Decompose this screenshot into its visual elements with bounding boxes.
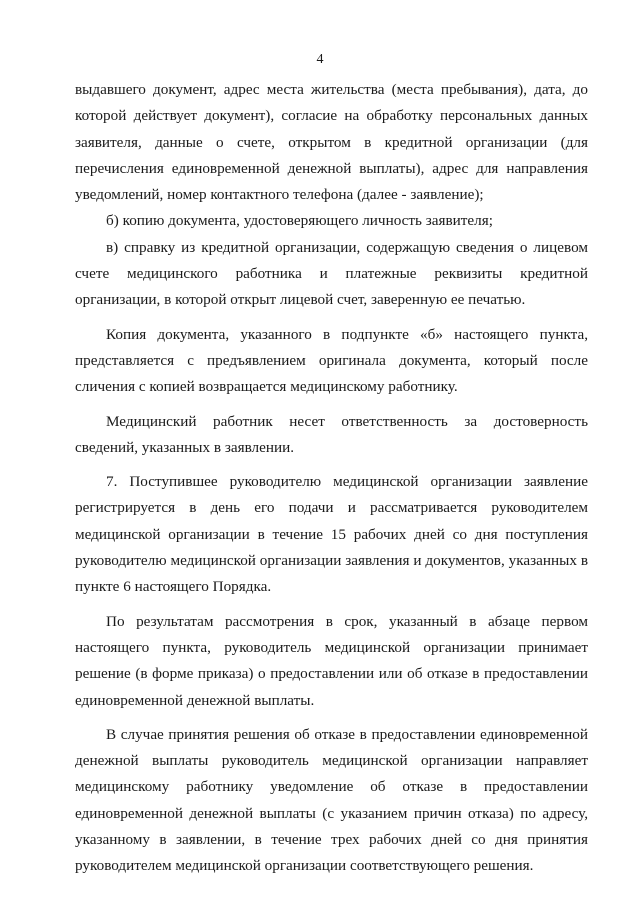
paragraph-decision: По результатам рассмотрения в срок, указанный в абзаце первом настоящего пункта, руководитель медицинской организации принимает решение (в форме приказа) о предоставлении или об отказе в предоставлении единовременной денежной выплаты. [75, 612, 588, 709]
page-number: 4 [316, 52, 324, 67]
document-body [75, 77, 588, 880]
paragraph-applicant-details: выдавшего документ, адрес места жительства (места пребывания), дата, до которой действует документ), согласие на обработку персональных данных заявителя, данные о счете, открытом в кредитной организации (для перечисления единовременной денежной выплаты), адрес для направления уведомлений, номер контактного телефона (далее - заявление); [75, 81, 588, 204]
paragraph-responsibility: Медицинский работник несет ответственность за достоверность сведений, указанных в заявлении. [75, 412, 588, 456]
paragraph-item-b: б) копию документа, удостоверяющего личность заявителя; [106, 212, 493, 230]
paragraph-document-copy: Копия документа, указанного в подпункте «б» настоящего пункта, представляется с предъявлением оригинала документа, который после сличения с копией возвращается медицинскому работнику. [75, 325, 588, 396]
paragraph-refusal: В случае принятия решения об отказе в предоставлении единовременной денежной выплаты руководитель медицинской организации направляет медицинскому работнику уведомление об отказе в предоставлении единовременной денежной выплаты (с указанием причин отказа) по адресу, указанному в заявлении, в течение трех рабочих дней со дня принятия руководителем медицинской организации соответствующего решения. [75, 725, 588, 875]
paragraph-item-v: в) справку из кредитной организации, содержащую сведения о лицевом счете медицинского работника и платежные реквизиты кредитной организации, в которой открыт лицевой счет, заверенную ее печатью. [75, 238, 588, 309]
paragraph-point-7: 7. Поступившее руководителю медицинской организации заявление регистрируется в день его подачи и рассматривается руководителем медицинской организации в течение 15 рабочих дней со дня поступления руководителю медицинской организации заявления и документов, указанных в пункте 6 настоящего Порядка. [75, 473, 588, 596]
